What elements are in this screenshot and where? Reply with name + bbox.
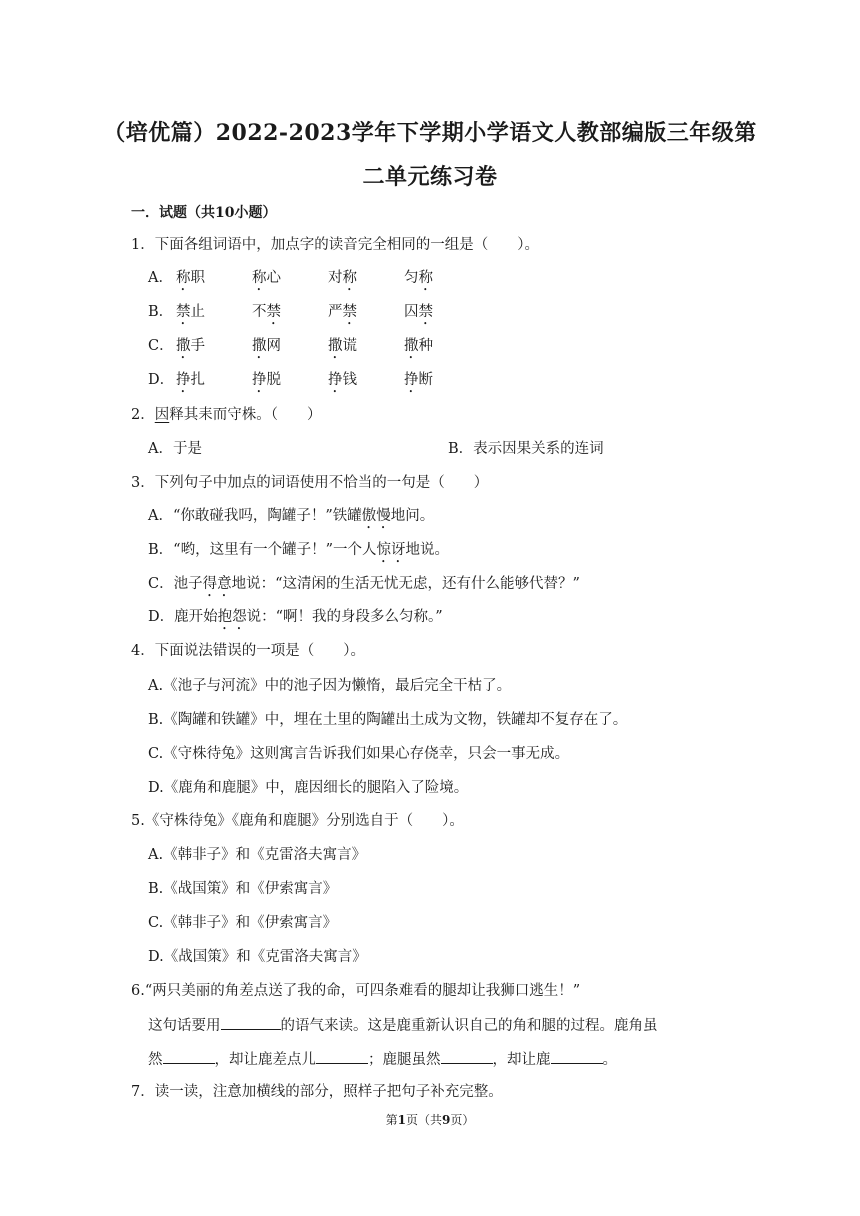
- option-text: B．“哟，这里有一个罐子！”一个人: [148, 542, 377, 558]
- total-pages: 9: [442, 1113, 451, 1127]
- option-label: B．: [148, 304, 174, 320]
- question-5-stem: 5.《守株待兔》《鹿角和鹿腿》分别选自于（ ）。: [131, 813, 464, 829]
- question-4-option-c: C.《守株待兔》这则寓言告诉我们如果心存侥幸，只会一事无成。: [148, 746, 570, 762]
- option-word: 挣扎: [176, 372, 205, 388]
- option-text: 说：“啊！我的身段多么匀称。”: [246, 609, 443, 625]
- footer-text: 页）: [450, 1113, 475, 1127]
- option-word: 挣脱: [252, 372, 281, 388]
- question-7-stem: 7．读一读，注意加横线的部分，照样子把句子补充完整。: [131, 1084, 503, 1100]
- option-text: A．“你敢碰我吗，陶罐子！”铁罐: [148, 508, 362, 524]
- dotted-word: 得意: [202, 576, 232, 592]
- dotted-word: 抱怨: [217, 609, 247, 625]
- answer-blank[interactable]: [316, 1049, 368, 1064]
- option-word: 撒谎: [328, 338, 357, 354]
- question-6-stem: 6.“两只美丽的角差点送了我的命，可四条难看的腿却让我狮口逃生！”: [131, 983, 581, 999]
- option-word: 不禁: [252, 304, 281, 320]
- answer-blank[interactable]: [163, 1049, 215, 1064]
- question-text: 的语气来读。这是鹿重新认识自己的角和腿的过程。鹿角虽: [280, 1018, 658, 1034]
- option-text: 地说。: [405, 542, 449, 558]
- option-word: 匀称: [404, 270, 433, 286]
- option-word: 挣断: [404, 372, 433, 388]
- option-word: 撒网: [252, 338, 281, 354]
- option-text: C．池子: [148, 576, 203, 592]
- page-title-line-2: 二单元练习卷: [362, 164, 498, 190]
- answer-blank[interactable]: [221, 1015, 281, 1030]
- footer-text: 页（共: [405, 1113, 442, 1127]
- option-word: 挣钱: [328, 372, 357, 388]
- answer-blank[interactable]: [441, 1049, 493, 1064]
- question-2-stem: [131, 405, 321, 425]
- question-text: 然: [148, 1052, 163, 1068]
- question-3-option-d: [148, 607, 443, 633]
- option-label: C．: [148, 338, 174, 354]
- question-2-option-a: A．于是: [148, 441, 202, 457]
- question-6-line-1: [148, 1015, 658, 1036]
- question-5-option-a: A.《韩非子》和《克雷洛夫寓言》: [148, 847, 367, 863]
- dotted-word: 惊讶: [376, 542, 406, 558]
- option-text: D．鹿开始: [148, 609, 218, 625]
- question-5-option-b: B.《战国策》和《伊索寓言》: [148, 881, 338, 897]
- page-footer: [0, 1111, 860, 1128]
- option-word: 撒手: [176, 338, 205, 354]
- question-text: 释其耒而守株。（ ）: [169, 407, 322, 423]
- question-text: ，却让鹿差点儿: [214, 1052, 316, 1068]
- question-text: ；鹿腿虽然: [368, 1052, 441, 1068]
- section-heading: 一．试题（共10小题）: [131, 205, 277, 221]
- option-word: 对称: [328, 270, 357, 286]
- option-label: D．: [148, 372, 175, 388]
- question-5-option-d: D.《战国策》和《克雷洛夫寓言》: [148, 949, 367, 965]
- question-3-option-b: [148, 540, 449, 566]
- question-4-stem: 4．下面说法错误的一项是（ ）。: [131, 643, 365, 659]
- question-5-option-c: C.《韩非子》和《伊索寓言》: [148, 915, 338, 931]
- question-text: 。: [602, 1052, 617, 1068]
- option-text: 地说：“这清闲的生活无忧无虑，还有什么能够代替？”: [231, 576, 580, 592]
- option-label: A．: [148, 270, 173, 286]
- question-3-stem: 3．下列句子中加点的词语使用不恰当的一句是（ ）: [131, 475, 489, 491]
- footer-text: 第: [385, 1113, 398, 1127]
- option-word: 称职: [176, 270, 205, 286]
- question-6-line-2: [148, 1049, 617, 1070]
- question-4-option-a: A.《池子与河流》中的池子因为懒惰，最后完全干枯了。: [148, 678, 512, 694]
- option-word: 禁止: [176, 304, 205, 320]
- question-text: ，却让鹿: [492, 1052, 551, 1068]
- page-number: 1: [397, 1113, 406, 1127]
- option-word: 撒种: [404, 338, 433, 354]
- option-text: 地问。: [390, 508, 435, 524]
- question-3-option-a: [148, 506, 434, 532]
- option-word: 囚禁: [404, 304, 433, 320]
- question-4-option-d: D.《鹿角和鹿腿》中，鹿因细长的腿陷入了险境。: [148, 780, 469, 796]
- question-4-option-b: B.《陶罐和铁罐》中，埋在土里的陶罐出土成为文物，铁罐却不复存在了。: [148, 712, 628, 728]
- dotted-word: 傲慢: [361, 508, 391, 524]
- question-3-option-c: [148, 574, 580, 600]
- option-word: 称心: [252, 270, 281, 286]
- question-text: 这句话要用: [148, 1018, 221, 1034]
- answer-blank[interactable]: [551, 1049, 603, 1064]
- option-word: 严禁: [328, 304, 357, 320]
- question-1-stem: 1．下面各组词语中，加点字的读音完全相同的一组是（ ）。: [131, 237, 539, 253]
- underlined-word: 因: [154, 407, 170, 423]
- page-title-line-1: （培优篇）2022-2023学年下学期小学语文人教部编版三年级第: [103, 120, 757, 146]
- question-number: 2．: [131, 407, 155, 423]
- question-2-option-b: B．表示因果关系的连词: [448, 441, 604, 457]
